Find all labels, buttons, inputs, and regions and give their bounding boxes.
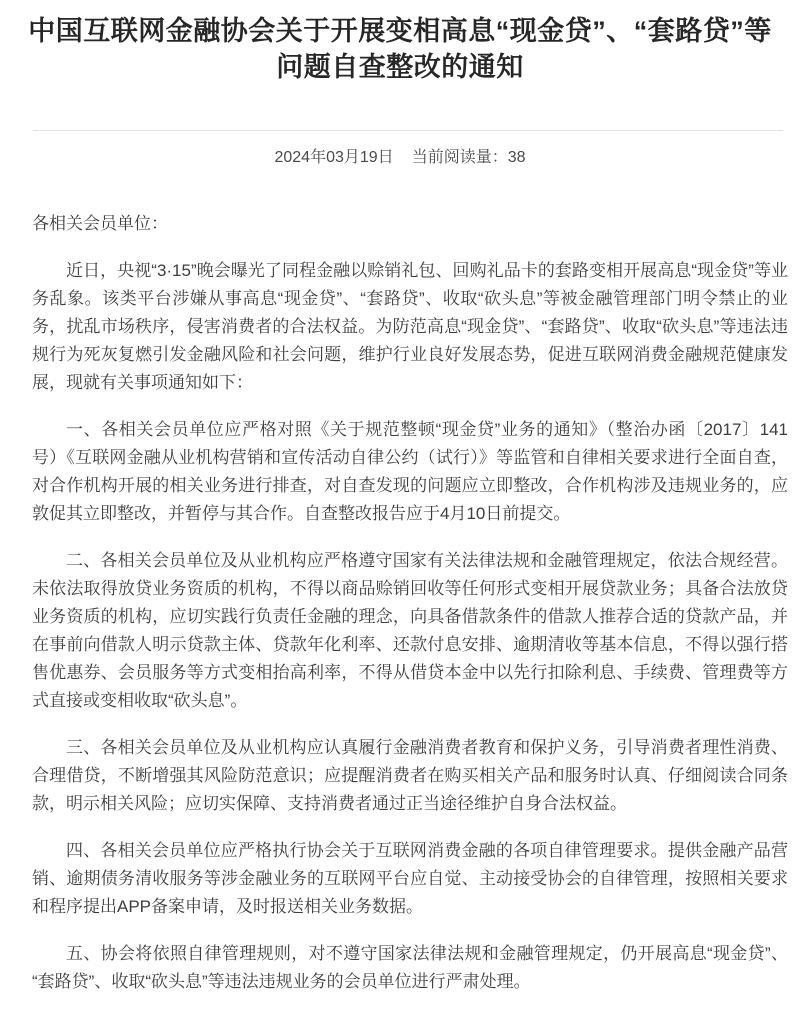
paragraph-item-3: 三、各相关会员单位及从业机构应认真履行金融消费者教育和保护义务，引导消费者理性消费、合理借贷，不断增强其风险防范意识；应提醒消费者在购买相关产品和服务时认真、仔细阅读合同条款，明示相关风险；应切实保障、支持消费者通过正当途径维护自身合法权益。 [32,738,788,813]
meta-row [0,146,800,170]
paragraph-item-4: 四、各相关会员单位应严格执行协会关于互联网消费金融的各项自律管理要求。提供金融产品营销、逾期债务清收服务等涉金融业务的互联网平台应自觉、主动接受协会的自律管理，按照相关要求和程序提出APP备案申请，及时报送相关业务数据。 [32,841,788,916]
read-count-label: 当前阅读量： [411,149,508,166]
read-count-value: 38 [507,149,526,166]
page-title: 中国互联网金融协会关于开展变相高息“现金贷”、“套路贷”等问题自查整改的通知 [28,16,772,82]
paragraph-intro: 近日，央视“3·15”晚会曝光了同程金融以赊销礼包、回购礼品卡的套路变相开展高息“现金贷”等业务乱象。该类平台涉嫌从事高息“现金贷”、“套路贷”、收取“砍头息”等被金融管理部门明令禁止的业务，扰乱市场秩序，侵害消费者的合法权益。为防范高息“现金贷”、“套路贷”、收取“砍头息”等违法违规行为死灰复燃引发金融风险和社会问题，维护行业良好发展态势，促进互联网消费金融规范健康发展，现就有关事项通知如下： [32,261,788,392]
paragraph-item-2: 二、各相关会员单位及从业机构应严格遵守国家有关法律法规和金融管理规定，依法合规经营。未依法取得放贷业务资质的机构，不得以商品赊销回收等任何形式变相开展贷款业务；具备合法放贷业务资质的机构，应切实践行负责任金融的理念，向具备借款条件的借款人推荐合适的贷款产品，并在事前向借款人明示贷款主体、贷款年化利率、还款付息安排、逾期清收等基本信息，不得以强行搭售优惠券、会员服务等方式变相抬高利率，不得从借贷本金中以先行扣除利息、手续费、管理费等方式直接或变相收取“砍头息”。 [32,551,788,710]
paragraph-item-5: 五、协会将依照自律管理规则，对不遵守国家法律法规和金融管理规定，仍开展高息“现金贷”、“套路贷”、收取“砍头息”等违法违规业务的会员单位进行严肃处理。 [32,944,788,991]
notice-body [32,210,788,996]
publish-date: 2024年03月19日 [274,149,394,166]
title-divider [33,130,783,131]
paragraph-item-1: 一、各相关会员单位应严格对照《关于规范整顿“现金贷”业务的通知》（整治办函〔2017〕141号）《互联网金融从业机构营销和宣传活动自律公约（试行）》等监管和自律相关要求进行全面自查，对合作机构开展的相关业务进行排查，对自查发现的问题应立即整改，合作机构涉及违规业务的，应敦促其立即整改，并暂停与其合作。自查整改报告应于4月10日前提交。 [32,420,788,523]
salutation: 各相关会员单位： [32,214,168,233]
